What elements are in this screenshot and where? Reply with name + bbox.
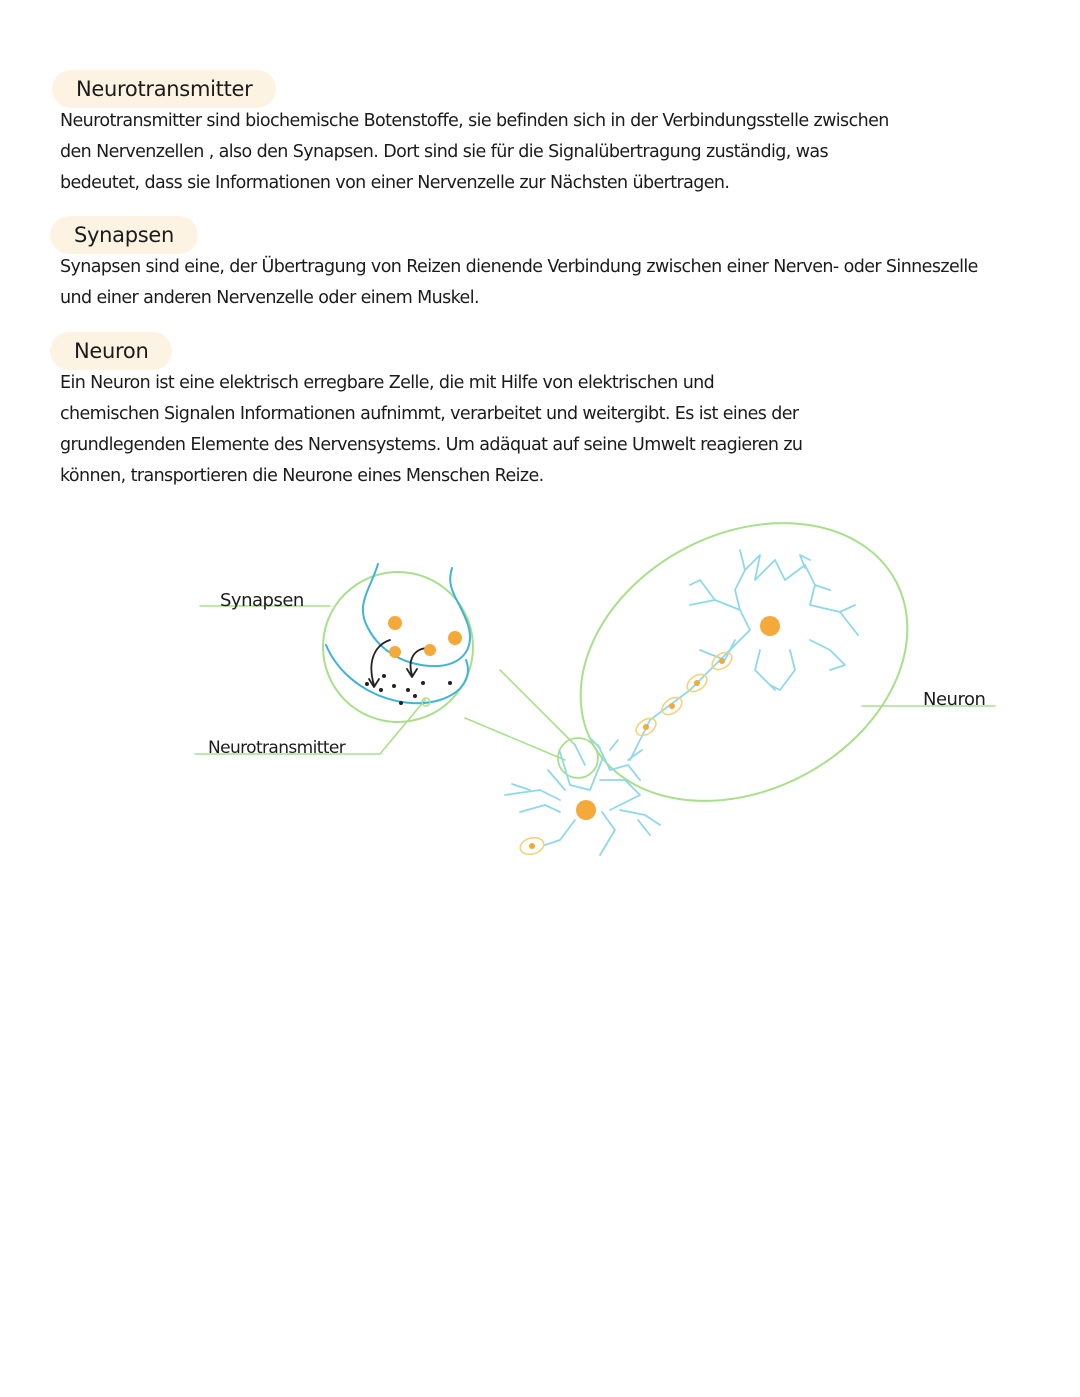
release-arrow-2 [411,648,426,675]
text-line: Synapsen sind eine, der Übertragung von Reizen dienende Verbindung zwischen einer Nerven- oder Sinneszelle [60,257,978,277]
text-line: den Nervenzellen , also den Synapsen. Dort sind sie für die Signalübertragung zuständig, was [60,142,829,162]
text-line: grundlegenden Elemente des Nervensystems. Um adäquat auf seine Umwelt reagieren zu [60,435,803,455]
synaptic-vesicles [388,616,462,658]
lower-neuron [505,738,660,855]
heading-neurotransmitter: Neurotransmitter [52,70,276,108]
zoom-connector-upper [500,670,575,745]
neuron-outline-ellipse [532,468,956,856]
heading-neuron: Neuron [50,332,172,370]
nuclei [576,616,780,820]
synapse-small-circle [558,738,598,778]
heading-synapsen: Synapsen [50,216,198,254]
label-neurotransmitter: Neurotransmitter [208,738,346,758]
text-line: können, transportieren die Neurone eines Menschen Reize. [60,466,544,486]
axon [630,630,750,760]
release-arrow-1 [371,640,390,685]
label-synapsen: Synapsen [220,590,304,611]
myelin-sheath [518,649,735,857]
zoom-connector-lower [465,718,565,760]
lower-nucleus [576,800,596,820]
upper-nucleus [760,616,780,636]
text-line: bedeutet, dass sie Informationen von einer Nervenzelle zur Nächsten übertragen. [60,173,730,193]
text-line: chemischen Signalen Informationen aufnimmt, verarbeitet und weitergibt. Es ist eines der [60,404,799,424]
label-neuron: Neuron [923,689,986,710]
text-line: Neurotransmitter sind biochemische Botenstoffe, sie befinden sich in der Verbindungsstelle zwischen [60,111,889,131]
text-line: und einer anderen Nervenzelle oder einem Muskel. [60,288,479,308]
text-line: Ein Neuron ist eine elektrisch erregbare Zelle, die mit Hilfe von elektrischen und [60,373,715,393]
